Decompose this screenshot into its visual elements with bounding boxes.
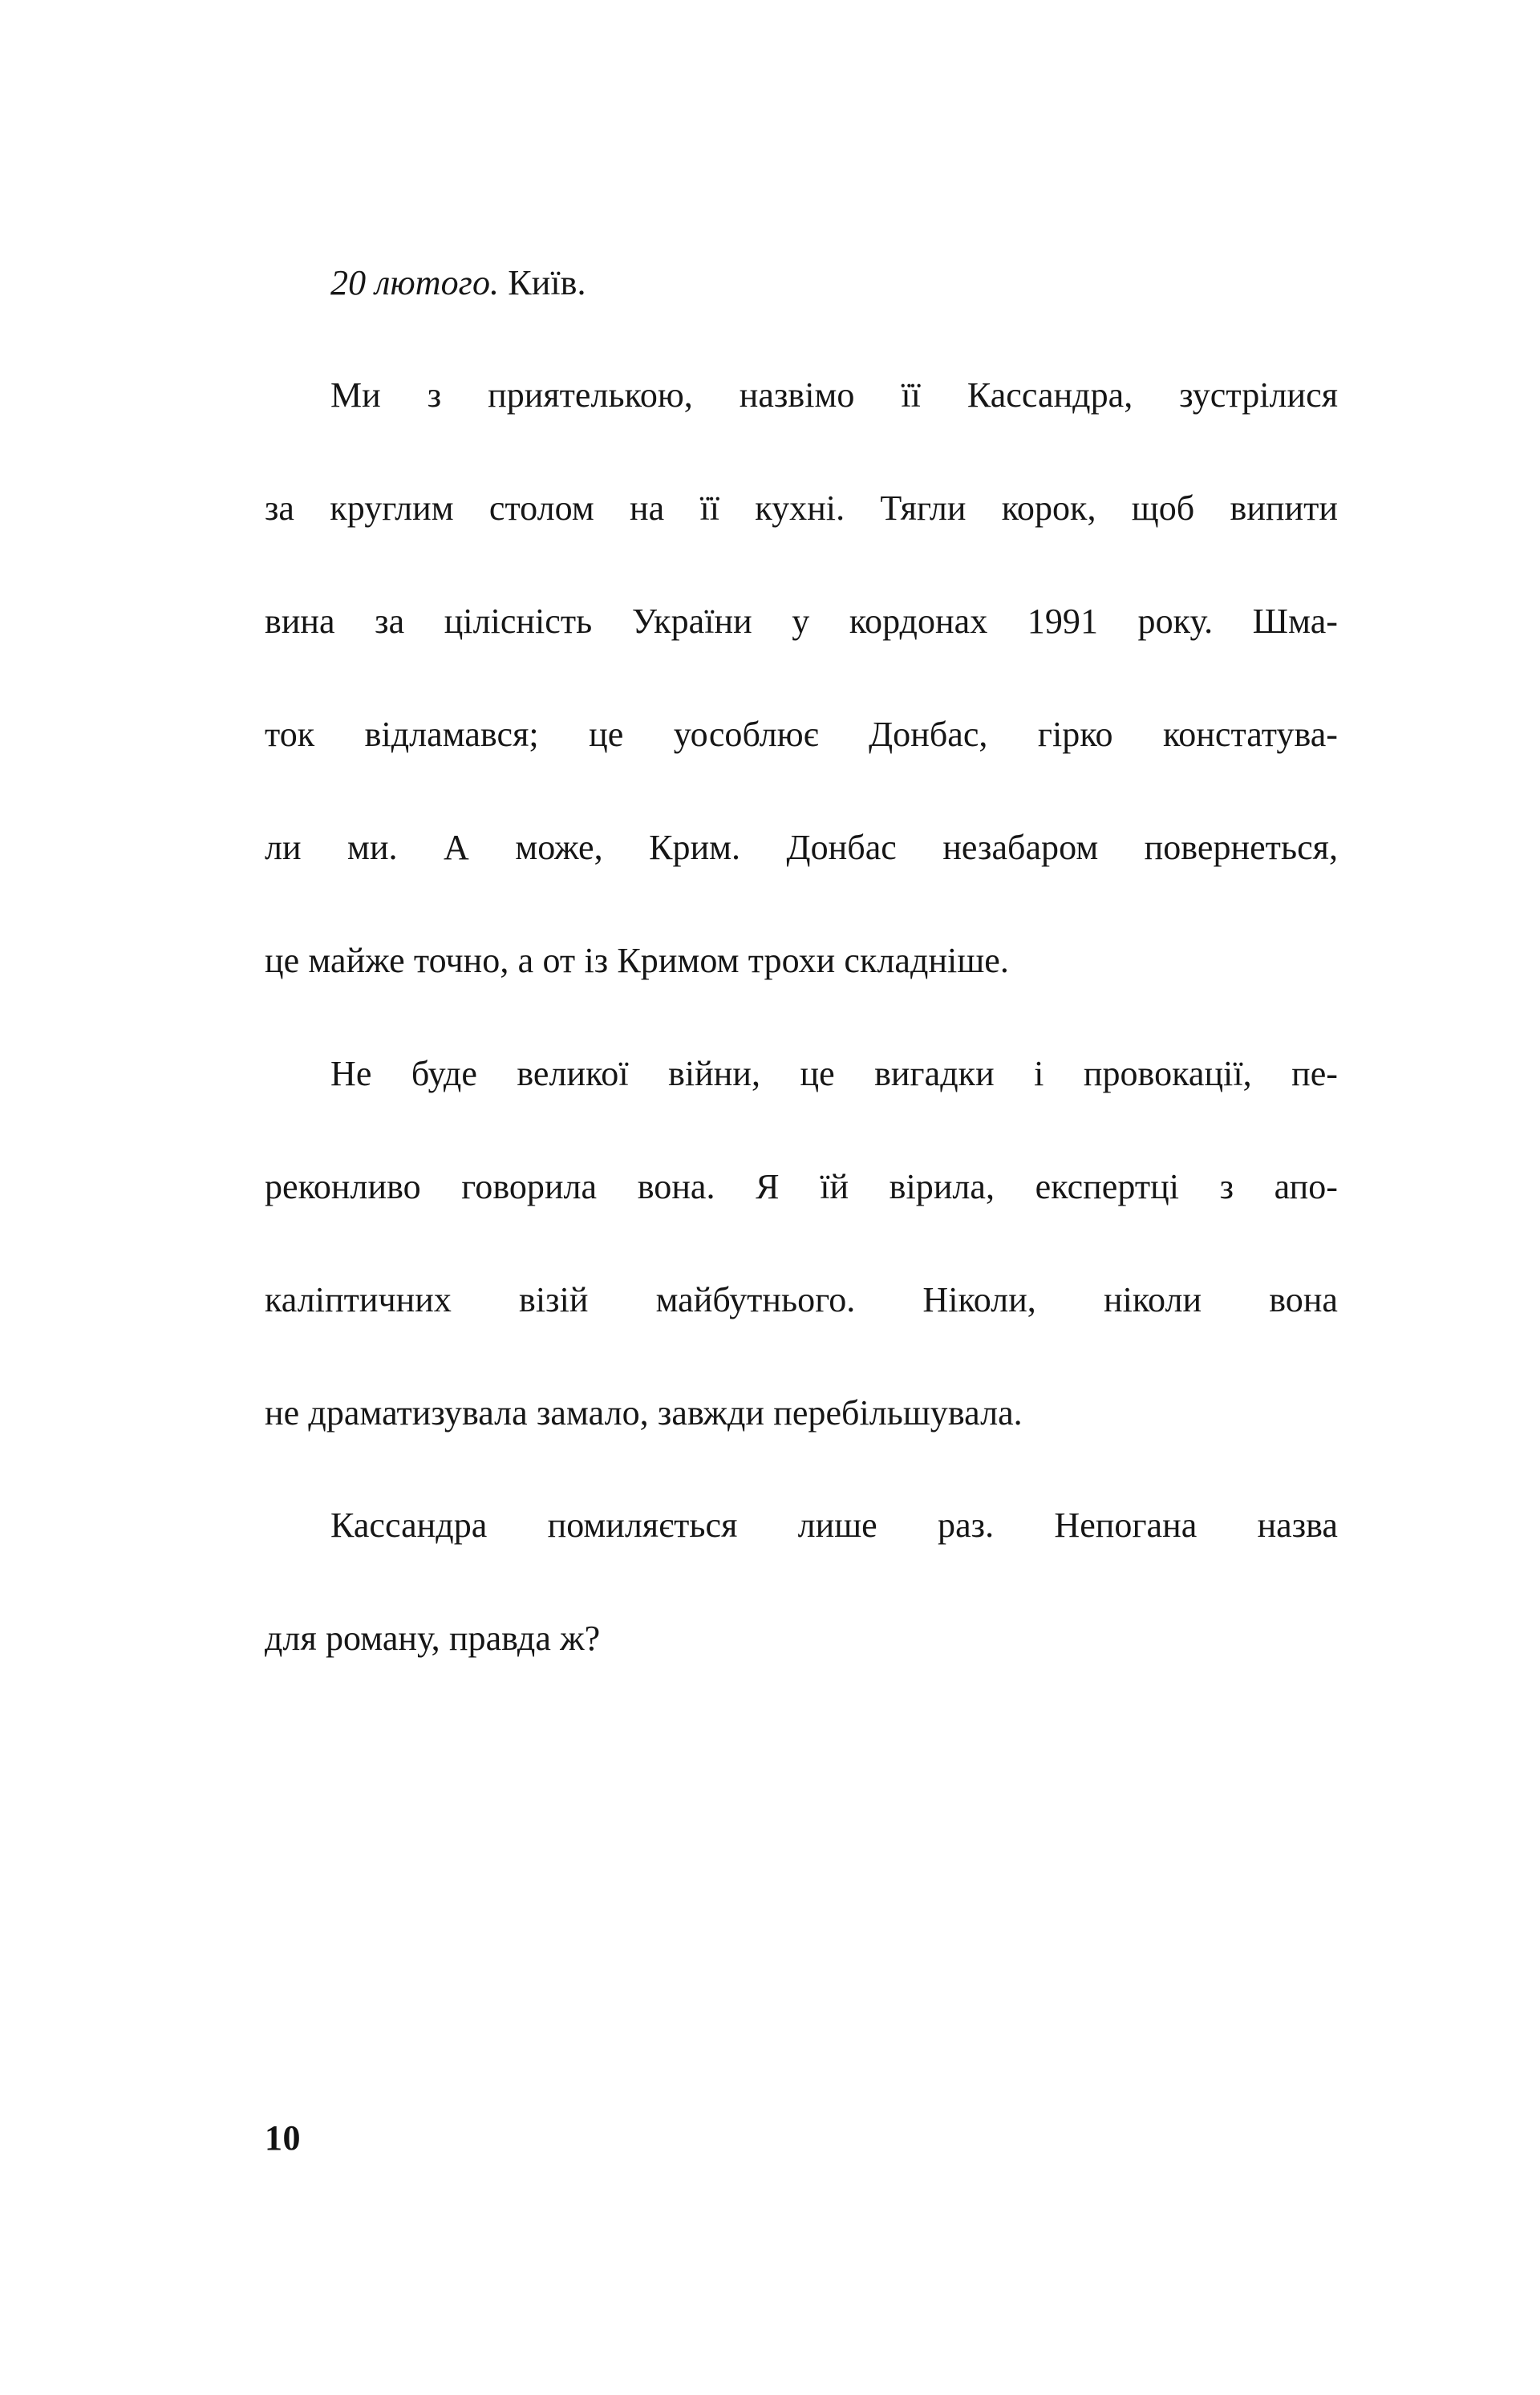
paragraph-1-line-3: вина за цілісність України у кордонах 1991 року. Шма- — [265, 602, 1338, 641]
text-block — [265, 255, 1338, 1668]
paragraph-2-line-4: не драматизувала замало, завжди перебільшувала. — [265, 1392, 1023, 1433]
paragraph-1-line-1: Ми з приятелькою, назвімо її Кассандра, зустрілися — [330, 375, 1338, 415]
paragraph-2-line-3: каліптичних візій майбутнього. Ніколи, ніколи вона — [265, 1279, 1338, 1319]
paragraph-2-line-1: Не буде великої війни, це вигадки і провокації, пе- — [330, 1053, 1338, 1093]
paragraph-1-line-2: за круглим столом на її кухні. Тягли корок, щоб випити — [265, 488, 1338, 528]
paragraph-1-line-4: ток відламався; це уособлює Донбас, гірко констатува- — [265, 715, 1338, 754]
paragraph-1-line-5: ли ми. А може, Крим. Донбас незабаром повернеться, — [265, 828, 1338, 867]
paragraph-3-line-1: Кассандра помиляється лише раз. Непогана назва — [330, 1505, 1338, 1545]
paragraph-1 — [265, 367, 1338, 990]
date-heading-date: 20 лютого. — [330, 263, 500, 302]
paragraph-1-line-6: це майже точно, а от із Кримом трохи складніше. — [265, 941, 1009, 980]
paragraph-2-line-2: реконливо говорила вона. Я їй вірила, експертці з апо- — [265, 1166, 1338, 1206]
page-number: 10 — [265, 2118, 301, 2158]
date-heading-place: Київ. — [508, 263, 586, 302]
date-heading — [265, 255, 1338, 311]
paragraph-3 — [265, 1497, 1338, 1668]
paragraph-2 — [265, 1046, 1338, 1442]
paragraph-3-line-2: для роману, правда ж? — [265, 1619, 601, 1658]
